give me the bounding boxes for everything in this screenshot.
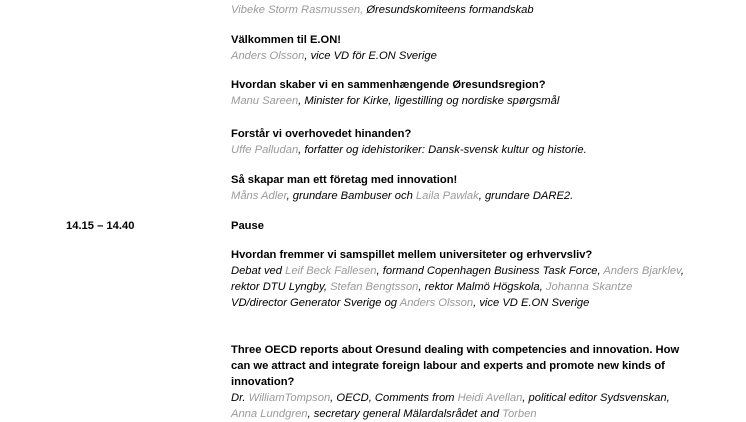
agenda-item-speakers [231, 142, 691, 158]
agenda-item-speakers [231, 390, 691, 422]
speaker-name: Stefan Bengtsson [330, 281, 419, 293]
speaker-name: WilliamTompson [248, 392, 331, 404]
speaker-name: Laila Pawlak [415, 190, 479, 202]
speaker-role: , secretary general Mälardalsrådet and [307, 408, 503, 420]
agenda-item-speakers [231, 188, 691, 204]
speaker-name: Vibeke Storm Rasmussen, [231, 4, 364, 16]
agenda-item-3 [231, 126, 691, 158]
speaker-name: Torben [502, 408, 537, 420]
speaker-role: Debat ved [231, 265, 286, 277]
speaker-name: Leif Beck Fallesen [285, 265, 377, 277]
agenda-item-4 [231, 172, 691, 204]
speaker-name: Manu Sareen [231, 95, 299, 107]
agenda-item-speakers [231, 2, 691, 18]
speaker-name: Anders Bjarklev [603, 265, 681, 277]
speaker-name: Uffe Palludan [231, 144, 299, 156]
speaker-name: Anna Lundgren [231, 408, 308, 420]
speaker-role: , OECD, Comments from [330, 392, 458, 404]
speaker-name: Heidi Avellan [457, 392, 523, 404]
agenda-item-1 [231, 32, 691, 64]
speaker-role: , forfatter og idehistoriker: Dansk-svensk kultur og historie. [298, 144, 587, 156]
agenda-item-6 [231, 342, 691, 422]
agenda-item-title: Hvordan fremmer vi samspillet mellem universiteter og erhvervsliv? [231, 249, 593, 261]
speaker-name: Anders Olsson [231, 50, 305, 62]
agenda-item-title: Forstår vi overhovedet hinanden? [231, 128, 412, 140]
speaker-name: Måns Adler [231, 190, 287, 202]
agenda-item-speakers [231, 93, 691, 109]
speaker-role: , formand Copenhagen Business Task Force, [376, 265, 604, 277]
speaker-name: Anders Olsson [399, 297, 474, 309]
speaker-role: , rektor DTU Lyngby, [231, 265, 684, 293]
speaker-role: Øresundskomiteens formandskab [363, 4, 534, 16]
speaker-role: , vice VD för E.ON Sverige [304, 50, 437, 62]
agenda-item-speakers [231, 48, 691, 64]
agenda-item-title: Three OECD reports about Oresund dealing with competencies and innovation. How can we attract and integrate foreign labour and experts and promote new kinds of innovation? [231, 344, 680, 388]
agenda-item-speakers [231, 263, 691, 311]
speaker-role: , rektor Malmö Högskola, [418, 281, 546, 293]
agenda-item-title: Hvordan skaber vi en sammenhængende Øresundsregion? [231, 79, 546, 91]
time-slot: 14.15 – 14.40 [66, 220, 135, 232]
speaker-role: Dr. [231, 392, 249, 404]
speaker-role: VD/director Generator Sverige og [231, 297, 400, 309]
speaker-role: , grundare DARE2. [478, 190, 574, 202]
speaker-role: , political editor Sydsvenskan, [522, 392, 670, 404]
agenda-item-5 [231, 247, 691, 311]
agenda-item-title: Välkommen til E.ON! [231, 34, 342, 46]
speaker-role: , Minister for Kirke, ligestilling og nordiske spørgsmål [298, 95, 560, 107]
speaker-name: Johanna Skantze [545, 281, 633, 293]
speaker-role: , vice VD E.ON Sverige [473, 297, 590, 309]
agenda-item-0 [231, 2, 691, 18]
pause-label: Pause [231, 220, 264, 232]
agenda-item-2 [231, 77, 691, 109]
speaker-role: , grundare Bambuser och [286, 190, 416, 202]
agenda-item-title: Så skapar man ett företag med innovation! [231, 174, 458, 186]
